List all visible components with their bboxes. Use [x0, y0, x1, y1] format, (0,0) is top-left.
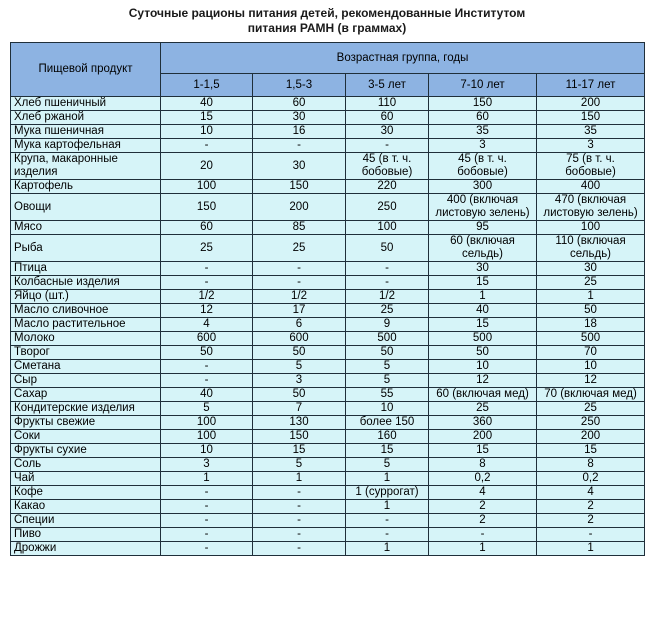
ration-value: 400: [537, 180, 645, 194]
product-name: Соки: [11, 430, 161, 444]
header-age-3: 3-5 лет: [346, 74, 429, 97]
ration-value: 3: [429, 139, 537, 153]
ration-value: 25: [161, 235, 253, 262]
ration-value: 1 (суррогат): [346, 486, 429, 500]
header-product: Пищевой продукт: [11, 43, 161, 97]
ration-value: 60: [161, 221, 253, 235]
header-age-5: 11-17 лет: [537, 74, 645, 97]
table-row: [11, 514, 645, 528]
ration-value: -: [253, 262, 346, 276]
ration-value: -: [161, 514, 253, 528]
product-name: Рыба: [11, 235, 161, 262]
ration-value: 1: [346, 542, 429, 556]
ration-value: 4: [161, 318, 253, 332]
ration-value: 25: [537, 276, 645, 290]
ration-value: -: [346, 276, 429, 290]
ration-value: 30: [346, 125, 429, 139]
ration-value: 25: [429, 402, 537, 416]
ration-value: 25: [537, 402, 645, 416]
ration-value: -: [161, 276, 253, 290]
ration-value: 15: [537, 444, 645, 458]
ration-value: 8: [429, 458, 537, 472]
ration-value: 40: [161, 97, 253, 111]
ration-value: 2: [537, 514, 645, 528]
ration-value: 500: [537, 332, 645, 346]
ration-value: 10: [537, 360, 645, 374]
product-name: Мука картофельная: [11, 139, 161, 153]
ration-value: 2: [429, 514, 537, 528]
ration-value: 75 (в т. ч. бобовые): [537, 153, 645, 180]
table-body: [11, 97, 645, 556]
ration-value: 3: [253, 374, 346, 388]
header-age-2: 1,5-3: [253, 74, 346, 97]
ration-value: 1: [537, 542, 645, 556]
ration-value: 110: [346, 97, 429, 111]
ration-value: 17: [253, 304, 346, 318]
product-name: Сметана: [11, 360, 161, 374]
ration-value: 200: [537, 430, 645, 444]
ration-value: -: [253, 276, 346, 290]
table-row: [11, 97, 645, 111]
table-row: [11, 125, 645, 139]
product-name: Мясо: [11, 221, 161, 235]
ration-value: -: [253, 514, 346, 528]
ration-value: 60 (включая сельдь): [429, 235, 537, 262]
page-title: [0, 6, 654, 36]
table-row: [11, 472, 645, 486]
ration-value: 1: [346, 500, 429, 514]
ration-value: 4: [429, 486, 537, 500]
ration-value: 500: [346, 332, 429, 346]
ration-value: 200: [429, 430, 537, 444]
table-row: [11, 153, 645, 180]
table-row: [11, 180, 645, 194]
product-name: Пиво: [11, 528, 161, 542]
ration-value: 85: [253, 221, 346, 235]
product-name: Чай: [11, 472, 161, 486]
ration-value: 15: [429, 318, 537, 332]
ration-value: 4: [537, 486, 645, 500]
ration-value: 15: [429, 276, 537, 290]
ration-value: 5: [161, 402, 253, 416]
ration-value: -: [253, 528, 346, 542]
product-name: Мука пшеничная: [11, 125, 161, 139]
ration-value: более 150: [346, 416, 429, 430]
header-age-group: Возрастная группа, годы: [161, 43, 645, 74]
product-name: Какао: [11, 500, 161, 514]
ration-value: 10: [161, 125, 253, 139]
product-name: Сыр: [11, 374, 161, 388]
ration-value: 25: [346, 304, 429, 318]
ration-value: 20: [161, 153, 253, 180]
product-name: Творог: [11, 346, 161, 360]
ration-value: -: [537, 528, 645, 542]
table-row: [11, 221, 645, 235]
ration-value: 12: [537, 374, 645, 388]
ration-value: 150: [253, 180, 346, 194]
table-row: [11, 111, 645, 125]
ration-value: 600: [161, 332, 253, 346]
ration-value: 5: [253, 360, 346, 374]
ration-value: 5: [253, 458, 346, 472]
table-row: [11, 542, 645, 556]
ration-value: 10: [161, 444, 253, 458]
table-row: [11, 486, 645, 500]
ration-value: 100: [161, 416, 253, 430]
table-row: [11, 194, 645, 221]
product-name: Крупа, макаронные изделия: [11, 153, 161, 180]
ration-value: -: [161, 542, 253, 556]
ration-value: 220: [346, 180, 429, 194]
ration-value: 60 (включая мед): [429, 388, 537, 402]
ration-value: -: [161, 374, 253, 388]
ration-value: 3: [537, 139, 645, 153]
table-row: [11, 290, 645, 304]
table-row: [11, 235, 645, 262]
title-line-1: Суточные рационы питания детей, рекомендованные Институтом: [128, 6, 526, 20]
product-name: Молоко: [11, 332, 161, 346]
ration-value: 8: [537, 458, 645, 472]
ration-value: 600: [253, 332, 346, 346]
ration-value: 0,2: [429, 472, 537, 486]
product-name: Кофе: [11, 486, 161, 500]
ration-value: 500: [429, 332, 537, 346]
ration-value: 1: [346, 472, 429, 486]
product-name: Картофель: [11, 180, 161, 194]
ration-value: 250: [537, 416, 645, 430]
table-row: [11, 139, 645, 153]
ration-value: -: [161, 500, 253, 514]
ration-value: 9: [346, 318, 429, 332]
ration-value: 100: [161, 180, 253, 194]
ration-value: 10: [346, 402, 429, 416]
table-row: [11, 388, 645, 402]
ration-value: 15: [161, 111, 253, 125]
ration-value: 5: [346, 458, 429, 472]
product-name: Птица: [11, 262, 161, 276]
ration-value: 110 (включая сельдь): [537, 235, 645, 262]
ration-value: 50: [537, 304, 645, 318]
table-row: [11, 346, 645, 360]
header-age-1: 1-1,5: [161, 74, 253, 97]
ration-table: [10, 42, 645, 556]
ration-value: 16: [253, 125, 346, 139]
ration-value: 150: [253, 430, 346, 444]
table-row: [11, 444, 645, 458]
ration-value: 60: [346, 111, 429, 125]
ration-value: 470 (включая листовую зелень): [537, 194, 645, 221]
ration-value: 250: [346, 194, 429, 221]
ration-value: 60: [253, 97, 346, 111]
ration-value: 50: [346, 346, 429, 360]
table-row: [11, 402, 645, 416]
product-name: Дрожжи: [11, 542, 161, 556]
ration-value: -: [346, 139, 429, 153]
table-row: [11, 458, 645, 472]
ration-value: 50: [346, 235, 429, 262]
ration-value: 6: [253, 318, 346, 332]
ration-value: 360: [429, 416, 537, 430]
table-row: [11, 528, 645, 542]
ration-value: 1: [429, 542, 537, 556]
ration-value: -: [161, 262, 253, 276]
ration-value: 1: [253, 472, 346, 486]
ration-value: 70 (включая мед): [537, 388, 645, 402]
product-name: Масло растительное: [11, 318, 161, 332]
table-row: [11, 416, 645, 430]
ration-value: -: [253, 542, 346, 556]
ration-value: 70: [537, 346, 645, 360]
ration-value: -: [346, 514, 429, 528]
ration-value: 30: [253, 111, 346, 125]
ration-value: -: [429, 528, 537, 542]
ration-value: 100: [346, 221, 429, 235]
ration-value: 0,2: [537, 472, 645, 486]
header-age-4: 7-10 лет: [429, 74, 537, 97]
ration-value: 200: [537, 97, 645, 111]
title-line-2: питания РАМН (в граммах): [247, 21, 407, 35]
product-name: Хлеб пшеничный: [11, 97, 161, 111]
table-row: [11, 262, 645, 276]
product-name: Колбасные изделия: [11, 276, 161, 290]
ration-value: 40: [161, 388, 253, 402]
table-row: [11, 374, 645, 388]
ration-value: 300: [429, 180, 537, 194]
ration-value: 1/2: [161, 290, 253, 304]
ration-value: 1/2: [253, 290, 346, 304]
ration-value: -: [161, 360, 253, 374]
ration-value: 25: [253, 235, 346, 262]
product-name: Овощи: [11, 194, 161, 221]
ration-value: 12: [429, 374, 537, 388]
ration-value: 150: [429, 97, 537, 111]
table-row: [11, 276, 645, 290]
ration-value: 400 (включая листовую зелень): [429, 194, 537, 221]
table-row: [11, 500, 645, 514]
ration-value: 1: [161, 472, 253, 486]
ration-value: 2: [537, 500, 645, 514]
ration-value: 10: [429, 360, 537, 374]
table-row: [11, 430, 645, 444]
ration-value: 18: [537, 318, 645, 332]
ration-value: 30: [429, 262, 537, 276]
ration-value: 100: [537, 221, 645, 235]
ration-value: 50: [253, 388, 346, 402]
ration-value: 50: [161, 346, 253, 360]
ration-value: -: [253, 486, 346, 500]
ration-value: -: [346, 262, 429, 276]
ration-value: -: [346, 528, 429, 542]
ration-value: 2: [429, 500, 537, 514]
ration-value: 15: [346, 444, 429, 458]
ration-value: -: [161, 139, 253, 153]
product-name: Сахар: [11, 388, 161, 402]
ration-value: 150: [161, 194, 253, 221]
table-row: [11, 360, 645, 374]
ration-value: 15: [429, 444, 537, 458]
ration-value: -: [253, 139, 346, 153]
ration-value: 30: [253, 153, 346, 180]
ration-value: -: [161, 528, 253, 542]
ration-value: 35: [429, 125, 537, 139]
product-name: Масло сливочное: [11, 304, 161, 318]
ration-value: -: [161, 486, 253, 500]
ration-value: 1/2: [346, 290, 429, 304]
product-name: Специи: [11, 514, 161, 528]
product-name: Кондитерские изделия: [11, 402, 161, 416]
table-row: [11, 318, 645, 332]
product-name: Фрукты свежие: [11, 416, 161, 430]
ration-value: 50: [253, 346, 346, 360]
ration-value: 45 (в т. ч. бобовые): [346, 153, 429, 180]
ration-value: 12: [161, 304, 253, 318]
ration-value: 55: [346, 388, 429, 402]
ration-value: 3: [161, 458, 253, 472]
ration-value: -: [253, 500, 346, 514]
ration-value: 40: [429, 304, 537, 318]
ration-value: 130: [253, 416, 346, 430]
ration-value: 30: [537, 262, 645, 276]
product-name: Хлеб ржаной: [11, 111, 161, 125]
ration-value: 100: [161, 430, 253, 444]
ration-value: 200: [253, 194, 346, 221]
ration-value: 160: [346, 430, 429, 444]
table-row: [11, 304, 645, 318]
ration-value: 150: [537, 111, 645, 125]
table-header: [11, 43, 645, 97]
ration-value: 5: [346, 360, 429, 374]
ration-value: 50: [429, 346, 537, 360]
table-row: [11, 332, 645, 346]
ration-value: 95: [429, 221, 537, 235]
ration-value: 15: [253, 444, 346, 458]
ration-value: 35: [537, 125, 645, 139]
ration-value: 1: [429, 290, 537, 304]
ration-value: 60: [429, 111, 537, 125]
product-name: Фрукты сухие: [11, 444, 161, 458]
product-name: Соль: [11, 458, 161, 472]
ration-value: 1: [537, 290, 645, 304]
ration-value: 45 (в т. ч. бобовые): [429, 153, 537, 180]
ration-value: 5: [346, 374, 429, 388]
product-name: Яйцо (шт.): [11, 290, 161, 304]
ration-value: 7: [253, 402, 346, 416]
